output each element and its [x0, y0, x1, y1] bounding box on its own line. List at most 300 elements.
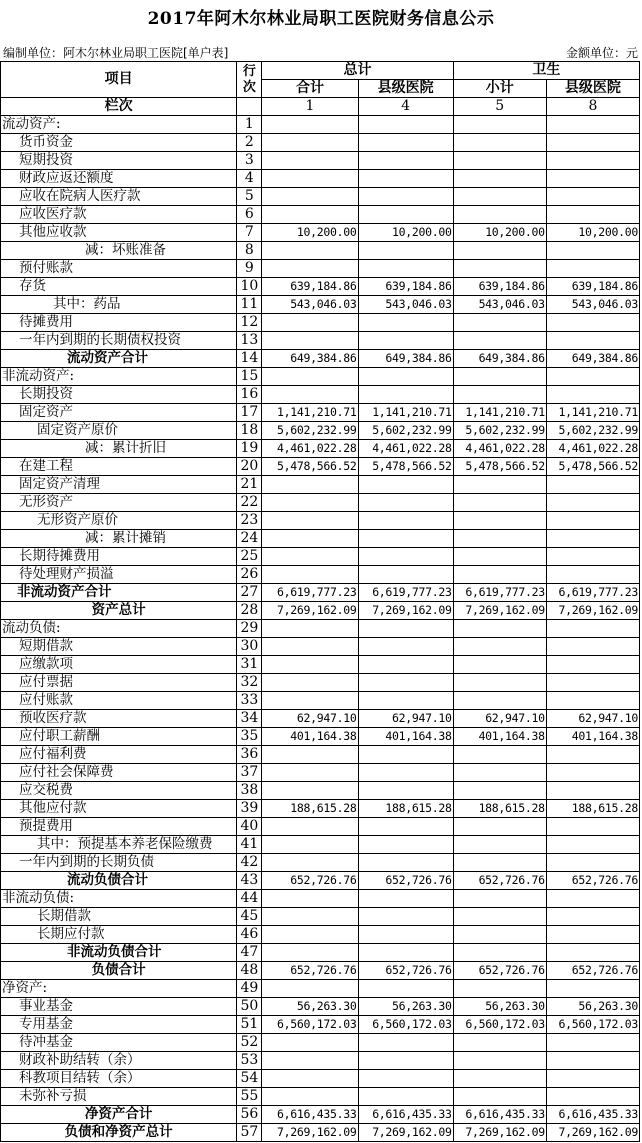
row-number: 17	[237, 404, 262, 422]
amount-cell	[546, 926, 639, 944]
amount-cell: 7,269,162.09	[262, 602, 358, 620]
row-number: 28	[237, 602, 262, 620]
amount-cell	[453, 494, 546, 512]
amount-cell: 6,619,777.23	[358, 584, 453, 602]
amount-cell	[453, 836, 546, 854]
table-row	[1, 746, 640, 764]
table-row	[1, 908, 640, 926]
row-label: 长期投资	[1, 386, 237, 404]
table-row	[1, 152, 640, 170]
amount-cell	[546, 494, 639, 512]
amount-cell	[262, 980, 358, 998]
header-col-total: 合计	[262, 80, 358, 98]
amount-cell	[262, 764, 358, 782]
amount-cell	[358, 494, 453, 512]
row-label: 一年内到期的长期负债	[1, 854, 237, 872]
amount-cell	[546, 854, 639, 872]
row-label: 应付福利费	[1, 746, 237, 764]
row-label: 待摊费用	[1, 314, 237, 332]
amount-cell: 652,726.76	[262, 962, 358, 980]
row-label: 负债合计	[1, 962, 237, 980]
amount-cell	[358, 170, 453, 188]
row-label: 负债和净资产总计	[1, 1124, 237, 1142]
amount-cell: 649,384.86	[453, 350, 546, 368]
row-label: 未弥补亏损	[1, 1088, 237, 1106]
amount-cell	[262, 548, 358, 566]
row-number: 7	[237, 224, 262, 242]
amount-cell: 1,141,210.71	[453, 404, 546, 422]
row-number: 30	[237, 638, 262, 656]
row-number: 31	[237, 656, 262, 674]
table-row	[1, 116, 640, 134]
amount-cell	[546, 782, 639, 800]
amount-cell	[358, 242, 453, 260]
amount-cell: 639,184.86	[453, 278, 546, 296]
table-row	[1, 602, 640, 620]
row-label: 应付票据	[1, 674, 237, 692]
amount-cell: 401,164.38	[546, 728, 639, 746]
amount-cell	[262, 1034, 358, 1052]
amount-cell	[262, 692, 358, 710]
table-row	[1, 548, 640, 566]
amount-cell	[546, 260, 639, 278]
amount-cell	[453, 1070, 546, 1088]
amount-cell	[358, 746, 453, 764]
amount-cell: 6,560,172.03	[546, 1016, 639, 1034]
amount-cell: 639,184.86	[358, 278, 453, 296]
row-label: 财政补助结转（余）	[1, 1052, 237, 1070]
row-label: 非流动资产合计	[1, 584, 237, 602]
amount-cell: 652,726.76	[546, 962, 639, 980]
row-label: 应收医疗款	[1, 206, 237, 224]
amount-cell	[546, 620, 639, 638]
row-label: 减：累计摊销	[1, 530, 237, 548]
row-number: 26	[237, 566, 262, 584]
table-row	[1, 566, 640, 584]
amount-cell	[453, 620, 546, 638]
table-row	[1, 584, 640, 602]
table-row	[1, 422, 640, 440]
amount-cell: 6,619,777.23	[453, 584, 546, 602]
amount-cell: 652,726.76	[262, 872, 358, 890]
amount-cell: 649,384.86	[262, 350, 358, 368]
amount-cell: 4,461,022.28	[453, 440, 546, 458]
row-label: 净资产合计	[1, 1106, 237, 1124]
amount-cell	[358, 1070, 453, 1088]
amount-cell	[262, 386, 358, 404]
amount-cell	[262, 566, 358, 584]
amount-cell	[358, 386, 453, 404]
table-row	[1, 872, 640, 890]
amount-cell: 10,200.00	[262, 224, 358, 242]
row-number: 38	[237, 782, 262, 800]
row-number: 44	[237, 890, 262, 908]
amount-cell	[358, 764, 453, 782]
amount-cell	[546, 980, 639, 998]
amount-cell	[262, 926, 358, 944]
amount-cell	[262, 746, 358, 764]
row-number: 1	[237, 116, 262, 134]
amount-cell	[358, 530, 453, 548]
row-label: 其他应收款	[1, 224, 237, 242]
amount-cell: 652,726.76	[358, 872, 453, 890]
table-row	[1, 242, 640, 260]
row-number: 53	[237, 1052, 262, 1070]
amount-cell: 4,461,022.28	[358, 440, 453, 458]
amount-cell: 7,269,162.09	[546, 602, 639, 620]
amount-cell	[453, 944, 546, 962]
table-row	[1, 386, 640, 404]
amount-cell: 401,164.38	[262, 728, 358, 746]
row-number: 45	[237, 908, 262, 926]
amount-cell: 6,560,172.03	[358, 1016, 453, 1034]
amount-cell: 7,269,162.09	[358, 1124, 453, 1142]
amount-cell: 5,602,232.99	[453, 422, 546, 440]
amount-cell: 543,046.03	[453, 296, 546, 314]
table-row	[1, 638, 640, 656]
row-label: 应付账款	[1, 692, 237, 710]
row-number: 11	[237, 296, 262, 314]
amount-cell	[262, 1052, 358, 1070]
amount-cell	[262, 854, 358, 872]
table-row	[1, 782, 640, 800]
amount-cell	[262, 206, 358, 224]
amount-cell	[546, 368, 639, 386]
amount-cell: 652,726.76	[453, 872, 546, 890]
amount-cell	[262, 314, 358, 332]
amount-cell	[262, 368, 358, 386]
row-number: 18	[237, 422, 262, 440]
amount-cell	[358, 926, 453, 944]
table-row	[1, 260, 640, 278]
row-number: 43	[237, 872, 262, 890]
row-number: 5	[237, 188, 262, 206]
amount-cell: 10,200.00	[546, 224, 639, 242]
amount-cell	[546, 476, 639, 494]
reporting-unit: 编制单位：阿木尔林业局职工医院[单户表]	[3, 46, 229, 60]
page-title: 2017年阿木尔林业局职工医院财务信息公示	[147, 9, 495, 29]
amount-cell	[453, 674, 546, 692]
row-number: 19	[237, 440, 262, 458]
amount-cell	[358, 332, 453, 350]
amount-cell	[358, 116, 453, 134]
row-label: 非流动负债合计	[1, 944, 237, 962]
amount-cell: 6,616,435.33	[453, 1106, 546, 1124]
amount-cell: 6,560,172.03	[453, 1016, 546, 1034]
row-number: 52	[237, 1034, 262, 1052]
amount-cell: 5,478,566.52	[262, 458, 358, 476]
row-number: 10	[237, 278, 262, 296]
amount-cell	[262, 134, 358, 152]
row-label: 非流动资产:	[1, 368, 237, 386]
amount-cell: 56,263.30	[262, 998, 358, 1016]
table-row	[1, 1106, 640, 1124]
amount-cell	[262, 332, 358, 350]
row-number: 54	[237, 1070, 262, 1088]
amount-cell	[358, 980, 453, 998]
amount-cell	[453, 980, 546, 998]
amount-cell	[262, 620, 358, 638]
amount-cell	[453, 1034, 546, 1052]
amount-cell: 7,269,162.09	[546, 1124, 639, 1142]
table-row	[1, 1070, 640, 1088]
header-seq-label: 栏次	[1, 98, 237, 116]
amount-cell	[546, 332, 639, 350]
amount-cell: 6,619,777.23	[262, 584, 358, 602]
row-number: 32	[237, 674, 262, 692]
amount-cell	[358, 134, 453, 152]
row-number: 9	[237, 260, 262, 278]
amount-cell	[262, 674, 358, 692]
amount-cell	[453, 656, 546, 674]
table-row	[1, 1016, 640, 1034]
table-row	[1, 998, 640, 1016]
amount-cell	[546, 188, 639, 206]
amount-cell: 401,164.38	[358, 728, 453, 746]
amount-cell: 56,263.30	[453, 998, 546, 1016]
row-label: 科教项目结转（余）	[1, 1070, 237, 1088]
table-row	[1, 692, 640, 710]
amount-cell: 649,384.86	[546, 350, 639, 368]
row-label: 长期应付款	[1, 926, 237, 944]
amount-cell	[358, 512, 453, 530]
table-row	[1, 296, 640, 314]
amount-cell	[358, 152, 453, 170]
amount-cell	[358, 674, 453, 692]
row-number: 3	[237, 152, 262, 170]
amount-cell: 1,141,210.71	[546, 404, 639, 422]
row-label: 一年内到期的长期债权投资	[1, 332, 237, 350]
row-label: 财政应返还额度	[1, 170, 237, 188]
row-number: 41	[237, 836, 262, 854]
row-number: 37	[237, 764, 262, 782]
amount-cell	[358, 206, 453, 224]
amount-cell	[453, 926, 546, 944]
amount-cell: 188,615.28	[546, 800, 639, 818]
amount-cell: 4,461,022.28	[262, 440, 358, 458]
table-row	[1, 1124, 640, 1142]
row-label: 待处理财产损溢	[1, 566, 237, 584]
amount-cell	[453, 512, 546, 530]
table-row	[1, 926, 640, 944]
row-number: 2	[237, 134, 262, 152]
row-label: 流动负债合计	[1, 872, 237, 890]
amount-cell	[546, 1052, 639, 1070]
table-row	[1, 494, 640, 512]
amount-cell	[546, 530, 639, 548]
financial-table	[0, 61, 640, 1142]
amount-cell	[453, 152, 546, 170]
amount-cell: 5,602,232.99	[262, 422, 358, 440]
amount-cell	[358, 692, 453, 710]
amount-cell: 6,616,435.33	[546, 1106, 639, 1124]
amount-cell	[358, 818, 453, 836]
row-label: 存货	[1, 278, 237, 296]
amount-cell	[358, 836, 453, 854]
amount-cell	[546, 656, 639, 674]
seq-4: 4	[358, 98, 453, 116]
row-label: 应交税费	[1, 782, 237, 800]
amount-cell	[262, 782, 358, 800]
row-number: 22	[237, 494, 262, 512]
row-label: 其中：药品	[1, 296, 237, 314]
amount-cell	[262, 818, 358, 836]
row-number: 56	[237, 1106, 262, 1124]
amount-cell	[453, 242, 546, 260]
amount-cell	[453, 314, 546, 332]
amount-cell	[546, 746, 639, 764]
amount-cell	[262, 1070, 358, 1088]
amount-cell	[358, 260, 453, 278]
amount-cell	[358, 908, 453, 926]
table-row	[1, 800, 640, 818]
row-label: 减：累计折旧	[1, 440, 237, 458]
amount-cell	[262, 944, 358, 962]
table-row	[1, 962, 640, 980]
amount-cell	[546, 890, 639, 908]
row-label: 应付社会保障费	[1, 764, 237, 782]
amount-cell	[546, 134, 639, 152]
row-label: 固定资产原价	[1, 422, 237, 440]
header-row-no: 行次	[237, 62, 262, 98]
amount-cell	[546, 242, 639, 260]
row-number: 23	[237, 512, 262, 530]
row-label: 固定资产清理	[1, 476, 237, 494]
amount-cell: 639,184.86	[262, 278, 358, 296]
row-label: 其中：预提基本养老保险缴费	[1, 836, 237, 854]
row-label: 其他应付款	[1, 800, 237, 818]
amount-cell	[358, 188, 453, 206]
table-row	[1, 332, 640, 350]
amount-cell: 543,046.03	[358, 296, 453, 314]
amount-cell	[358, 782, 453, 800]
table-row	[1, 530, 640, 548]
amount-cell	[453, 782, 546, 800]
header-health-group: 卫生	[453, 62, 639, 80]
row-number: 55	[237, 1088, 262, 1106]
row-number: 21	[237, 476, 262, 494]
amount-cell	[453, 332, 546, 350]
table-row	[1, 368, 640, 386]
amount-cell: 7,269,162.09	[358, 602, 453, 620]
row-number: 25	[237, 548, 262, 566]
row-label: 应付职工薪酬	[1, 728, 237, 746]
amount-cell	[358, 368, 453, 386]
row-number: 47	[237, 944, 262, 962]
row-number: 4	[237, 170, 262, 188]
amount-cell: 62,947.10	[358, 710, 453, 728]
amount-cell	[262, 890, 358, 908]
amount-cell: 7,269,162.09	[262, 1124, 358, 1142]
row-number: 39	[237, 800, 262, 818]
amount-cell: 188,615.28	[453, 800, 546, 818]
amount-cell	[453, 134, 546, 152]
amount-cell: 56,263.30	[546, 998, 639, 1016]
amount-cell	[453, 476, 546, 494]
amount-cell	[546, 818, 639, 836]
amount-cell	[453, 764, 546, 782]
table-row	[1, 278, 640, 296]
amount-cell	[358, 1034, 453, 1052]
amount-cell: 62,947.10	[453, 710, 546, 728]
amount-cell	[262, 836, 358, 854]
row-number: 49	[237, 980, 262, 998]
amount-cell	[358, 620, 453, 638]
amount-cell	[453, 188, 546, 206]
table-row	[1, 836, 640, 854]
amount-cell: 10,200.00	[453, 224, 546, 242]
row-number: 6	[237, 206, 262, 224]
amount-cell	[453, 206, 546, 224]
table-row	[1, 854, 640, 872]
amount-cell: 543,046.03	[546, 296, 639, 314]
table-row	[1, 656, 640, 674]
amount-cell	[262, 188, 358, 206]
amount-cell	[453, 692, 546, 710]
amount-cell	[358, 854, 453, 872]
row-label: 长期待摊费用	[1, 548, 237, 566]
amount-cell: 5,602,232.99	[358, 422, 453, 440]
amount-cell	[546, 566, 639, 584]
table-row	[1, 944, 640, 962]
header-col-county-1: 县级医院	[358, 80, 453, 98]
amount-cell	[546, 908, 639, 926]
amount-cell	[358, 476, 453, 494]
amount-cell	[262, 656, 358, 674]
row-number: 42	[237, 854, 262, 872]
amount-cell	[546, 1088, 639, 1106]
amount-cell	[546, 1034, 639, 1052]
amount-cell	[453, 530, 546, 548]
row-label: 货币资金	[1, 134, 237, 152]
amount-cell	[453, 170, 546, 188]
amount-cell	[262, 476, 358, 494]
amount-cell	[358, 566, 453, 584]
row-label: 应缴款项	[1, 656, 237, 674]
row-label: 预付账款	[1, 260, 237, 278]
table-row	[1, 224, 640, 242]
amount-cell	[453, 566, 546, 584]
amount-cell	[546, 836, 639, 854]
table-row	[1, 440, 640, 458]
table-row	[1, 728, 640, 746]
amount-cell: 188,615.28	[358, 800, 453, 818]
row-number: 12	[237, 314, 262, 332]
amount-cell: 401,164.38	[453, 728, 546, 746]
table-row	[1, 1088, 640, 1106]
amount-cell	[546, 206, 639, 224]
amount-cell	[453, 548, 546, 566]
header-item: 项目	[1, 62, 237, 98]
row-number: 51	[237, 1016, 262, 1034]
amount-cell	[262, 116, 358, 134]
amount-cell: 652,726.76	[546, 872, 639, 890]
amount-cell	[358, 1052, 453, 1070]
amount-cell	[358, 314, 453, 332]
amount-cell	[453, 1052, 546, 1070]
amount-cell: 4,461,022.28	[546, 440, 639, 458]
amount-cell	[358, 1088, 453, 1106]
amount-cell	[262, 170, 358, 188]
table-row	[1, 206, 640, 224]
amount-cell: 1,141,210.71	[262, 404, 358, 422]
amount-cell	[546, 944, 639, 962]
amount-cell: 6,616,435.33	[358, 1106, 453, 1124]
row-number: 8	[237, 242, 262, 260]
row-number: 36	[237, 746, 262, 764]
table-row	[1, 314, 640, 332]
header-col-county-2: 县级医院	[546, 80, 639, 98]
